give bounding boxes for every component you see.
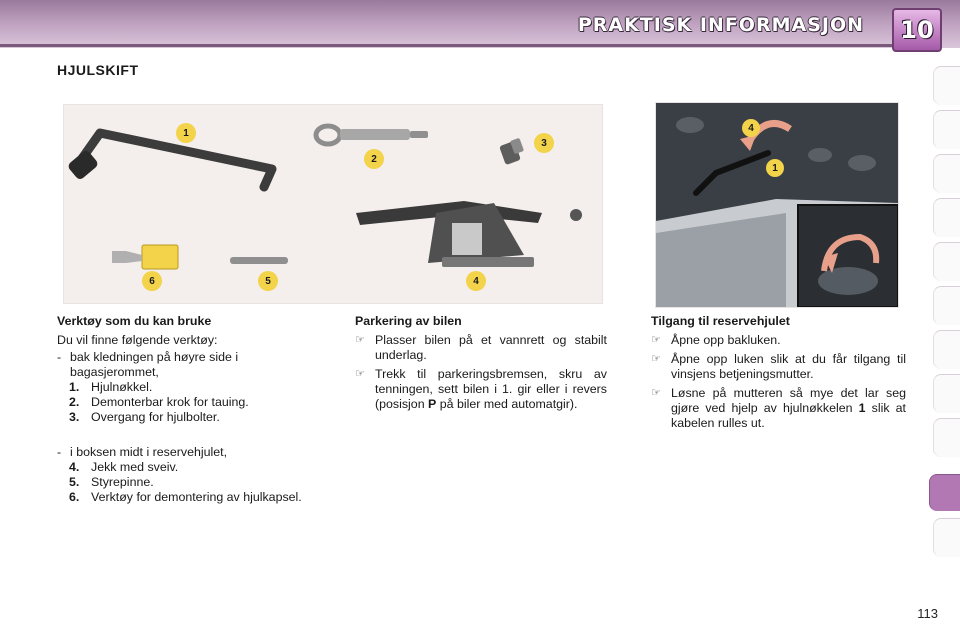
trunk-illustration <box>655 102 899 308</box>
tool-item-number: 1. <box>69 380 80 394</box>
dash-marker: - <box>57 350 62 364</box>
tool-item-number: 6. <box>69 490 80 504</box>
chapter-tab-active[interactable] <box>929 474 960 511</box>
spare-wheel-step-text: Åpne opp bakluken. <box>671 333 781 347</box>
parking-column <box>355 314 607 416</box>
callout-1: 1 <box>176 123 196 143</box>
pointing-hand-icon: ☞ <box>355 334 365 346</box>
tool-item-text: Hjulnøkkel. <box>91 380 153 394</box>
chapter-tab[interactable] <box>933 154 960 193</box>
pointing-hand-icon: ☞ <box>651 334 661 346</box>
gear-position-p: P <box>428 397 437 411</box>
hubcap-tool-drawing <box>112 245 178 269</box>
tool-item-number: 3. <box>69 410 80 424</box>
chapter-tab[interactable] <box>933 198 960 237</box>
tools-heading: Verktøy som du kan bruke <box>57 314 212 328</box>
callout-5: 5 <box>258 271 278 291</box>
tools-group-1-lead: bak kledningen på høyre side i bagasjerommet, <box>70 350 239 379</box>
spare-wheel-step <box>651 352 906 382</box>
tools-column <box>57 314 312 505</box>
pointing-hand-icon: ☞ <box>651 387 661 399</box>
tools-group-1 <box>57 350 312 380</box>
tool-item-text: Overgang for hjulbolter. <box>91 410 220 424</box>
tool-item-text: Verktøy for demontering av hjulkapsel. <box>91 490 302 504</box>
chapter-tab[interactable] <box>933 418 960 457</box>
parking-step-text: Plasser bilen på et vannrett og stabilt underlag. <box>375 333 607 362</box>
callout-4: 4 <box>742 119 760 137</box>
bolt-adaptor-drawing <box>499 138 524 165</box>
pointing-hand-icon: ☞ <box>355 368 365 380</box>
parking-step-text: Trekk til parkeringsbremsen, skru av tenningen, sett bilen i 1. gir eller i revers (posisjon P på biler med automatgir). <box>375 367 607 411</box>
spare-wheel-column <box>651 314 906 435</box>
tool-item <box>57 475 312 490</box>
chapter-number-badge: 10 <box>892 8 942 52</box>
chapter-tab[interactable] <box>933 286 960 325</box>
chapter-tab[interactable] <box>933 66 960 105</box>
tool-item <box>57 380 312 395</box>
page-header-title: PRAKTISK INFORMASJON <box>577 14 864 36</box>
callout-2: 2 <box>364 149 384 169</box>
parking-heading: Parkering av bilen <box>355 314 462 328</box>
tool-item-text: Demonterbar krok for tauing. <box>91 395 249 409</box>
page-number: 113 <box>917 606 938 621</box>
parking-step <box>355 367 607 412</box>
callout-6: 6 <box>142 271 162 291</box>
chapter-tabs <box>932 66 960 576</box>
jack-drawing <box>356 201 582 267</box>
parking-step <box>355 333 607 363</box>
tool-item <box>57 490 312 505</box>
header-stripe <box>0 44 900 47</box>
tool-item <box>57 410 312 425</box>
wheel-wrench-drawing <box>67 133 272 187</box>
callout-4: 4 <box>466 271 486 291</box>
callout-1: 1 <box>766 159 784 177</box>
tools-group-2 <box>57 445 312 460</box>
section-heading: HJULSKIFT <box>57 62 139 78</box>
pointing-hand-icon: ☞ <box>651 353 661 365</box>
callout-3: 3 <box>534 133 554 153</box>
spare-wheel-step <box>651 333 906 348</box>
dash-marker: - <box>57 445 62 459</box>
tool-item-number: 4. <box>69 460 80 474</box>
towing-hook-drawing <box>316 126 428 144</box>
chapter-tab[interactable] <box>933 330 960 369</box>
chapter-tab[interactable] <box>933 242 960 281</box>
tool-item <box>57 460 312 475</box>
tool-item-number: 5. <box>69 475 80 489</box>
tool-item <box>57 395 312 410</box>
tools-intro: Du vil finne følgende verktøy: <box>57 333 218 347</box>
tool-item-text: Jekk med sveiv. <box>91 460 179 474</box>
spare-wheel-step <box>651 386 906 431</box>
spare-wheel-step-text: Løsne på mutteren så mye det lar seg gjøre ved hjelp av hjulnøkkelen 1 slik at kabelen rulles ut. <box>671 386 906 430</box>
trunk-drawing <box>656 103 898 307</box>
tool-item-text: Styrepinne. <box>91 475 154 489</box>
spare-wheel-heading: Tilgang til reservehjulet <box>651 314 790 328</box>
tools-group-2-lead: i boksen midt i reservehjulet, <box>70 445 228 459</box>
tool-item-number: 2. <box>69 395 80 409</box>
tools-illustration <box>63 104 603 304</box>
guide-pin-drawing <box>230 257 288 264</box>
spare-wheel-step-text: Åpne opp luken slik at du får tilgang til vinsjens betjeningsmutter. <box>671 352 906 381</box>
chapter-tab[interactable] <box>933 374 960 413</box>
wheel-wrench-ref: 1 <box>858 401 866 415</box>
chapter-tab[interactable] <box>933 518 960 557</box>
chapter-tab[interactable] <box>933 110 960 149</box>
